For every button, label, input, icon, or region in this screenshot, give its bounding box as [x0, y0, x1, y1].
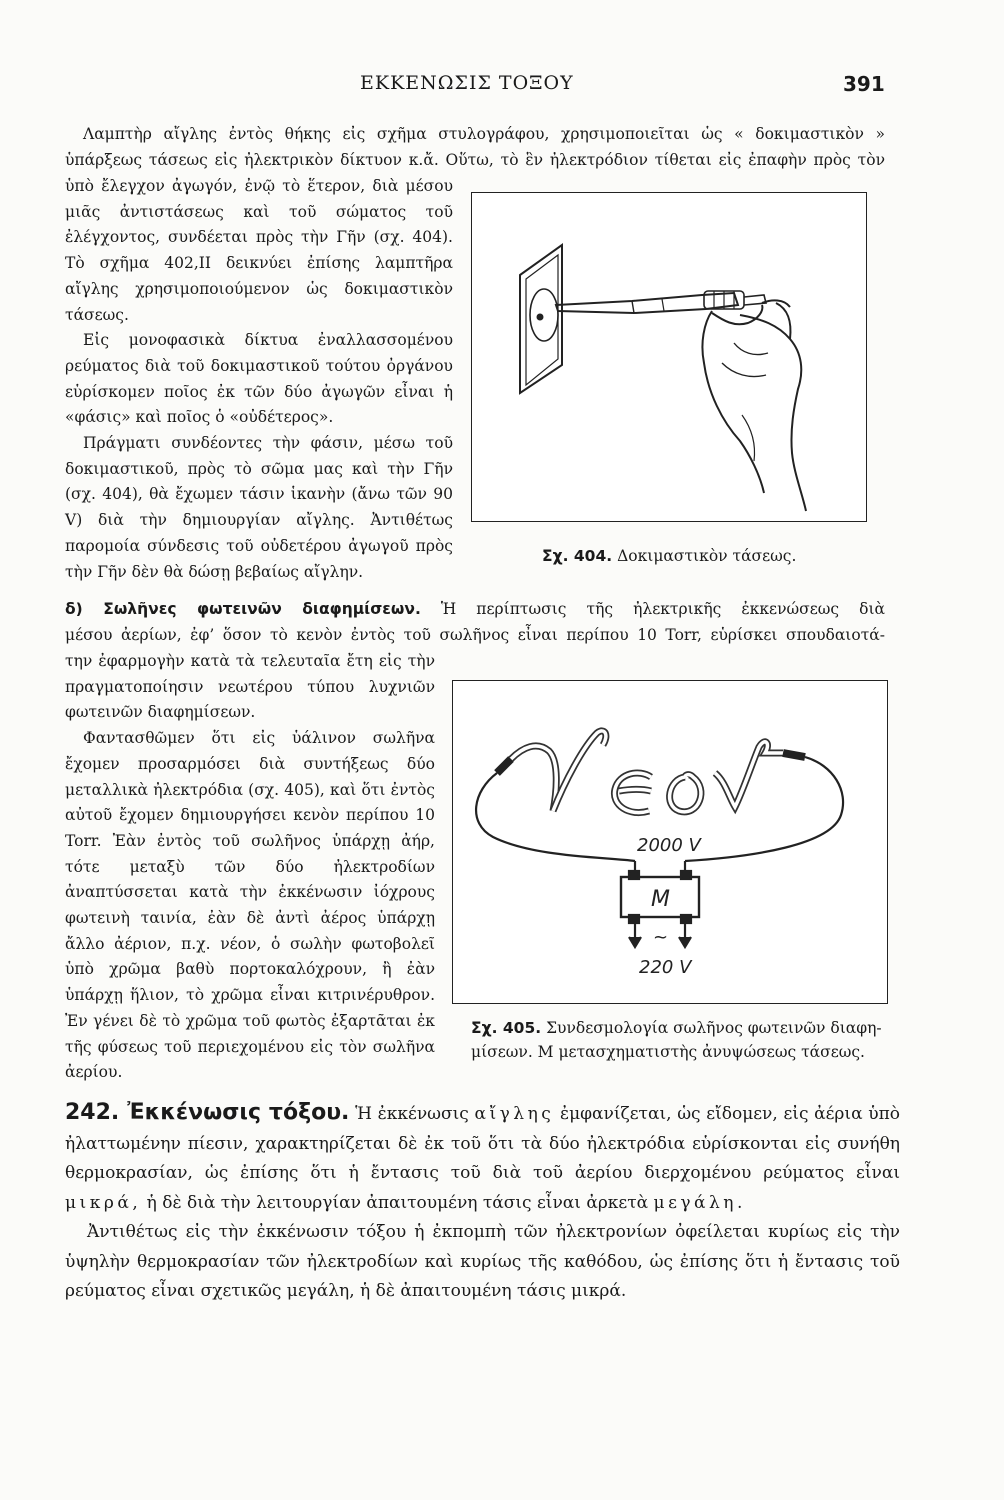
- intro-line-2: ὑπάρξεως τάσεως εἰς ἠλεκτρικὸν δίκτυον κ.ἄ. Οὕτω, τὸ ἓν ἠλεκτρόδιον τίθεται εἰς ἐπαφὴν πρὸς τὸν: [65, 150, 885, 169]
- text-run: Ἡ ἐκκένωσις: [355, 1104, 469, 1124]
- running-title: ΕΚΚΕΝΩΣΙΣ ΤΟΞΟΥ: [360, 72, 574, 94]
- running-header: [0, 72, 1004, 102]
- section-d-second-line: μέσου ἀερίων, ἐφ’ ὅσον τὸ κενὸν ἐντὸς τοῦ σωλῆνος εἶναι περίπου 10 Torr, εὑρίσκει σπουδαιοτά-: [65, 625, 885, 644]
- figure-label: Σχ. 405.: [471, 1019, 542, 1037]
- spaced-emphasis: μεγάλη.: [653, 1192, 746, 1213]
- spaced-emphasis: μικρά,: [65, 1192, 142, 1213]
- column-text-1: [65, 174, 453, 585]
- figure-caption-text-2: μίσεων. Μ μετασχηματιστὴς ἀνυψώσεως τάσεως.: [471, 1043, 865, 1061]
- section-d-intro: [65, 597, 885, 648]
- neon-sign-circuit-diagram: [453, 681, 887, 1003]
- figure-404: [471, 192, 867, 522]
- paragraph: Εἰς μονοφασικὰ δίκτυα ἐναλλασσομένου ρεύματος διὰ τοῦ δοκιμαστικοῦ τούτου ὀργάνου εὑρίσκομεν ποῖος ἐκ τῶν δύο ἀγωγῶν εἶναι ἡ «φάσις» καὶ ποῖος ὁ «οὐδέτερος».: [65, 331, 453, 427]
- transformer-label: M: [651, 887, 670, 912]
- paragraph: την ἐφαρμογὴν κατὰ τὰ τελευταῖα ἔτη εἰς τὴν πραγματοποίησιν νεωτέρου τύπου λυχνιῶν φωτεινῶν διαφημίσεων.: [65, 652, 435, 722]
- text-run: ἐμφανίζεται, ὡς εἴδομεν, εἰς ἀέρια ὑπὸ ἠλαττωμένην πίεσιν, χαρακτηρίζεται δὲ ἐκ τοῦ ὅτι τὰ δύο ἠλεκτρόδια εὑρίσκονται εἰς συνήθη θερμοκρασίαν, ὡς ἐπίσης ὅτι ἡ ἔντασις τοῦ διὰ τοῦ ἀερίου διερχομένου ρεύματος εἶναι: [65, 1104, 900, 1183]
- paragraph: Φαντασθῶμεν ὅτι εἰς ὑάλινον σωλῆνα ἔχομεν προσαρμόσει διὰ συντήξεως δύο μεταλλικὰ ἠλεκτρόδια (σχ. 405), καὶ ὅτι ἐντὸς αὐτοῦ ἔχομεν δημιουργήσει κενὸν περίπου 10 Torr. Ἐὰν ἐντὸς τοῦ σωλῆνος ὑπάρχῃ ἀήρ, τότε μεταξὺ τῶν δύο ἠλεκτροδίων ἀναπτύσσεται κατὰ τὴν ἐκκένωσιν ἰόχρους φωτεινὴ ταινία, ἐὰν δὲ ἀντὶ ἀέρος ὑπάρχῃ ἄλλο ἀέριον, π.χ. νέον, ὁ σωλὴν φωτοβολεῖ ὑπὸ χρῶμα βαθὺ πορτοκαλόχρουν, ἢ ἐὰν ὑπάρχῃ ἥλιον, τὸ χρῶμα εἶναι κιτρινέρυθρον. Ἐν γένει δὲ τὸ χρῶμα τοῦ φωτὸς ἐξαρτᾶται ἐκ τῆς φύσεως τοῦ περιεχομένου εἰς τὸν σωλῆνα ἀερίου.: [65, 729, 435, 1082]
- figure-405: [452, 680, 888, 1004]
- spaced-emphasis: αἴγλης: [474, 1104, 555, 1124]
- figure-label: Σχ. 404.: [542, 547, 613, 565]
- section-heading: 242. Ἐκκένωσις τόξου.: [65, 1100, 350, 1125]
- section-d-text: Ἡ περίπτωσις τῆς ἠλεκτρικῆς ἐκκενώσεως διὰ: [440, 600, 885, 618]
- page-number: 391: [843, 72, 885, 96]
- paragraph: Πράγματι συνδέοντες τὴν φάσιν, μέσω τοῦ δοκιμαστικοῦ, πρὸς τὸ σῶμα μας καὶ τὴν Γῆν (σχ. 404), θὰ ἔχωμεν τάσιν ἱκανὴν (ἄνω τῶν 90 V) διὰ τὴν δημιουργίαν αἴγλης. Ἀντιθέτως παρομοία σύνδεσις τοῦ οὐδετέρου ἀγωγοῦ πρὸς τὴν Γῆν δὲν θὰ δώσῃ βεβαίως αἴγλην.: [65, 434, 453, 581]
- intro-line-1: Λαμπτὴρ αἴγλης ἐντὸς θήκης εἰς σχῆμα στυλογράφου, χρησιμοποιεῖται ὡς « δοκιμαστικὸν »: [83, 125, 885, 143]
- electrode-right: [783, 753, 805, 757]
- ac-symbol: ~: [653, 927, 669, 948]
- text-run: ἡ δὲ διὰ τὴν λειτουργίαν ἀπαιτουμένη τάσις εἶναι ἀρκετὰ: [146, 1192, 649, 1213]
- electrode-left: [497, 759, 511, 773]
- figure-caption-text: Δοκιμαστικὸν τάσεως.: [617, 547, 797, 565]
- socket-hole: [530, 289, 558, 341]
- intro-paragraph: [65, 122, 885, 173]
- figure-caption-text: Συνδεσμολογία σωλῆνος φωτεινῶν διαφη-: [546, 1019, 882, 1037]
- voltage-tester-illustration: [472, 193, 866, 521]
- neon-tube: [511, 731, 783, 813]
- wire-right: [685, 757, 843, 861]
- high-voltage-label: 2000 V: [637, 835, 701, 856]
- low-voltage-label: 220 V: [639, 957, 692, 978]
- paragraph: [65, 1098, 900, 1218]
- section-242: [65, 1098, 900, 1307]
- tester-body: [556, 293, 738, 313]
- figure-405-caption: [471, 1016, 896, 1064]
- hand-outline: [702, 311, 764, 493]
- column-text-2: [65, 649, 435, 1086]
- section-title: δ) Σωλῆνες φωτεινῶν διαφημίσεων.: [65, 600, 421, 618]
- paragraph: Ἀντιθέτως εἰς τὴν ἐκκένωσιν τόξου ἡ ἐκπομπὴ τῶν ἠλεκτρονίων ὀφείλεται κυρίως εἰς τὴν ὑψηλὴν θερμοκρασίαν τῶν ἠλεκτροδίων καὶ κυρίως τῆς καθόδου, ὡς ἐπίσης ὅτι ἡ ἔντασις τοῦ ρεύματος εἶναι σχετικῶς μεγάλη, ἡ δὲ ἀπαιτουμένη τάσις μικρά.: [65, 1222, 900, 1301]
- figure-404-caption: [542, 544, 796, 568]
- section-d-first-line: [65, 597, 885, 623]
- paragraph: ὑπὸ ἔλεγχον ἀγωγόν, ἐνῷ τὸ ἕτερον, διὰ μέσου μιᾶς ἀντιστάσεως καὶ τοῦ σώματος τοῦ ἐλέγχοντος, συνδέεται πρὸς τὴν Γῆν (σχ. 404). Τὸ σχῆμα 402,ΙΙ δεικνύει ἐπίσης λαμπτῆρα αἴγλης χρησιμοποιούμενον ὡς δοκιμαστικὸν τάσεως.: [65, 177, 453, 324]
